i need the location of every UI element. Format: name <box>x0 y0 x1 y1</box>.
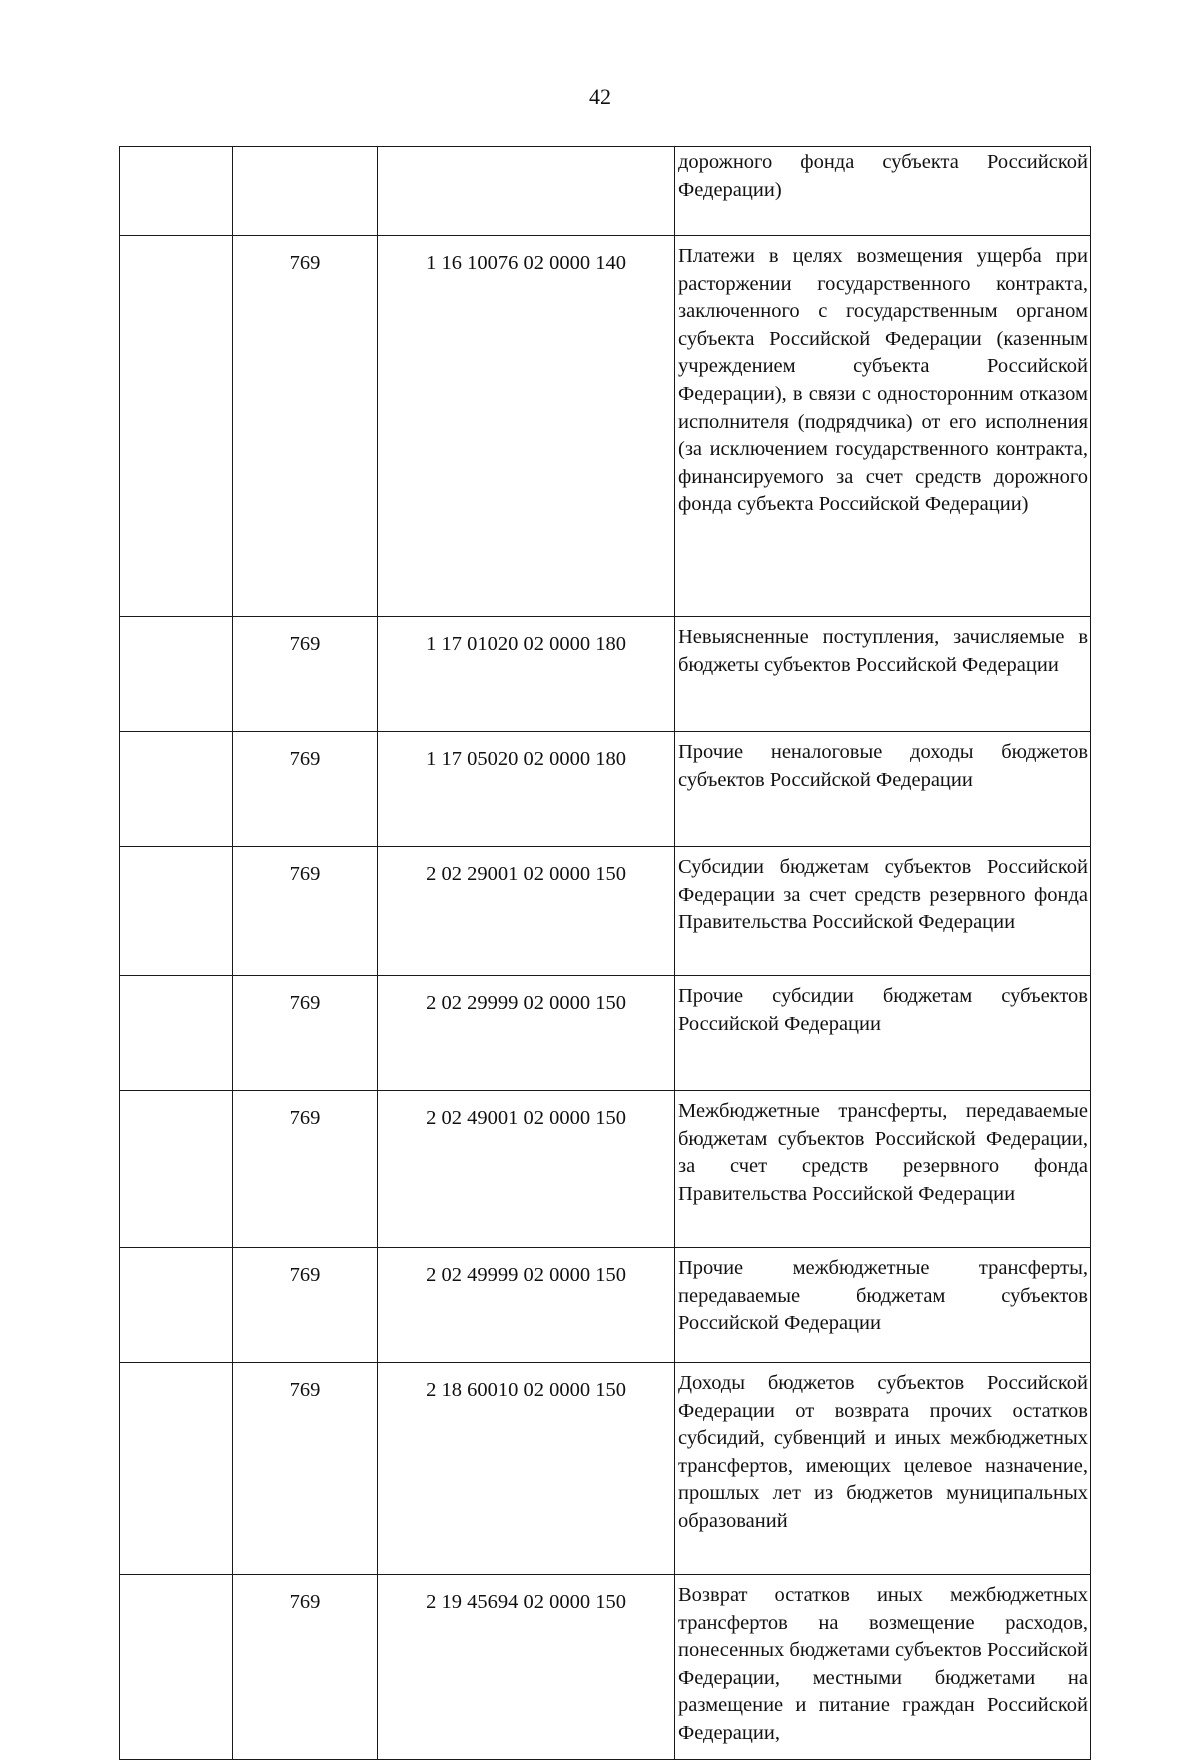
description-text: Субсидии бюджетам субъектов Российской Федерации за счет средств резервного фонда Правительства Российской Федерации <box>678 856 1088 934</box>
description-cell <box>675 1363 1091 1575</box>
admin-code-cell: 769 <box>233 617 378 732</box>
description-cell <box>675 147 1091 236</box>
table-row <box>120 617 1091 732</box>
description-cell <box>675 1248 1091 1363</box>
admin-code-cell: 769 <box>233 1363 378 1575</box>
table-row <box>120 236 1091 617</box>
description-cell <box>675 732 1091 847</box>
table-row <box>120 732 1091 847</box>
table-row <box>120 147 1091 236</box>
budget-code-cell: 1 17 05020 02 0000 180 <box>378 732 675 847</box>
row-number-cell <box>120 1575 233 1760</box>
row-number-cell <box>120 147 233 236</box>
budget-code-cell: 2 02 29001 02 0000 150 <box>378 847 675 976</box>
admin-code-cell: 769 <box>233 976 378 1091</box>
budget-code-cell: 2 02 29999 02 0000 150 <box>378 976 675 1091</box>
table-row <box>120 1091 1091 1248</box>
page-number: 42 <box>589 84 611 109</box>
description-text: Прочие межбюджетные трансферты, передаваемые бюджетам субъектов Российской Федерации <box>678 1257 1088 1335</box>
description-text: Межбюджетные трансферты, передаваемые бюджетам субъектов Российской Федерации, за счет средств резервного фонда Правительства Российской Федерации <box>678 1100 1088 1205</box>
budget-classification-table <box>119 146 1091 1760</box>
admin-code-cell <box>233 147 378 236</box>
row-number-cell <box>120 976 233 1091</box>
row-number-cell <box>120 1363 233 1575</box>
table-row <box>120 1248 1091 1363</box>
budget-code-cell: 2 02 49999 02 0000 150 <box>378 1248 675 1363</box>
description-cell <box>675 1091 1091 1248</box>
description-text: Доходы бюджетов субъектов Российской Федерации от возврата прочих остатков субсидий, субвенций и иных межбюджетных трансфертов, имеющих целевое назначение, прошлых лет из бюджетов муниципальных образований <box>678 1372 1088 1532</box>
table-row <box>120 847 1091 976</box>
admin-code-cell: 769 <box>233 732 378 847</box>
budget-code-cell: 2 19 45694 02 0000 150 <box>378 1575 675 1760</box>
row-number-cell <box>120 617 233 732</box>
table-row <box>120 976 1091 1091</box>
description-text: Возврат остатков иных межбюджетных трансфертов на возмещение расходов, понесенных бюджетами субъектов Российской Федерации, местными бюджетами на размещение и питание граждан Российской Федерации, <box>678 1584 1088 1744</box>
row-number-cell <box>120 1091 233 1248</box>
description-cell <box>675 1575 1091 1760</box>
admin-code-cell: 769 <box>233 847 378 976</box>
row-number-cell <box>120 847 233 976</box>
description-cell <box>675 617 1091 732</box>
description-text: Невыясненные поступления, зачисляемые в бюджеты субъектов Российской Федерации <box>678 626 1088 676</box>
row-number-cell <box>120 1248 233 1363</box>
table-row <box>120 1575 1091 1760</box>
admin-code-cell: 769 <box>233 1575 378 1760</box>
row-number-cell <box>120 236 233 617</box>
description-text: дорожного фонда субъекта Российской Федерации) <box>678 151 1088 201</box>
budget-code-cell: 2 18 60010 02 0000 150 <box>378 1363 675 1575</box>
description-text: Прочие субсидии бюджетам субъектов Российской Федерации <box>678 985 1088 1035</box>
description-text: Платежи в целях возмещения ущерба при расторжении государственного контракта, заключенного с государственным органом субъекта Российской Федерации (казенным учреждением субъекта Российской Федерации), в связи с односторонним отказом исполнителя (подрядчика) от его исполнения (за исключением государственного контракта, финансируемого за счет средств дорожного фонда субъекта Российской Федерации) <box>678 245 1088 516</box>
admin-code-cell: 769 <box>233 1091 378 1248</box>
budget-code-cell: 1 17 01020 02 0000 180 <box>378 617 675 732</box>
description-cell <box>675 976 1091 1091</box>
description-cell <box>675 847 1091 976</box>
budget-code-cell <box>378 147 675 236</box>
description-cell <box>675 236 1091 617</box>
description-text: Прочие неналоговые доходы бюджетов субъектов Российской Федерации <box>678 741 1088 791</box>
row-number-cell <box>120 732 233 847</box>
admin-code-cell: 769 <box>233 236 378 617</box>
budget-code-cell: 1 16 10076 02 0000 140 <box>378 236 675 617</box>
table-row <box>120 1363 1091 1575</box>
admin-code-cell: 769 <box>233 1248 378 1363</box>
budget-code-cell: 2 02 49001 02 0000 150 <box>378 1091 675 1248</box>
